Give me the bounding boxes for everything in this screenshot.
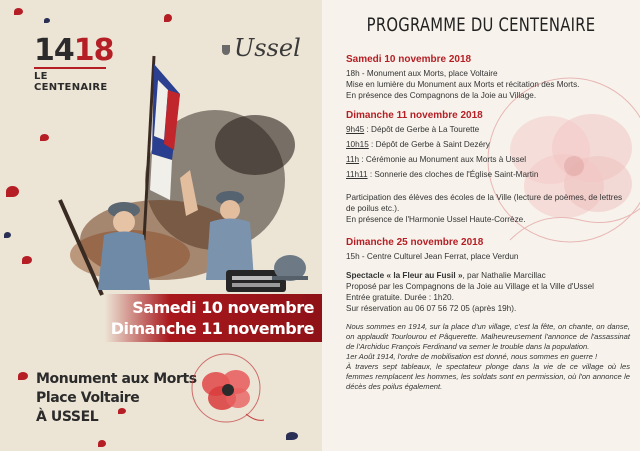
reservation-line: Sur réservation au 06 07 56 72 05 (après 19h). (346, 304, 517, 313)
location-line-1: Monument aux Morts (36, 371, 197, 387)
soldiers-illustration (40, 50, 310, 300)
event-line (346, 169, 630, 180)
dates-banner (105, 294, 322, 342)
poppy-icon (186, 348, 266, 428)
logo-year-18: 18 (73, 33, 114, 68)
event-line (346, 124, 630, 135)
section-sunday-25 (346, 237, 630, 314)
programme-line: 15h - Centre Culturel Jean Ferrat, place Verdun (346, 252, 519, 261)
programme-line: En présence des Compagnons de la Joie au Village. (346, 91, 537, 100)
event-time: 10h15 (346, 140, 369, 149)
programme-content (346, 54, 630, 392)
location-line-3: À USSEL (36, 409, 99, 425)
spectacle-line (346, 270, 630, 281)
petal-decoration (286, 432, 298, 440)
petal-decoration (18, 372, 28, 380)
synopsis-paragraph: À travers sept tableaux, le spectateur plonge dans la vie de ce village où les femmes remplacent les hommes, les soldats sont en permission, où l'on annonce le décès des poilus également. (346, 362, 630, 391)
location-line-2: Place Voltaire (36, 390, 140, 406)
spectacle-author: , par Nathalie Marcillac (462, 271, 546, 280)
programme-line: Entrée gratuite. Durée : 1h20. (346, 293, 454, 302)
event-line (346, 154, 630, 165)
programme-line: Proposé par les Compagnons de la Joie au Village et la Ville d'Ussel (346, 282, 594, 291)
ussel-logo-text: Ussel (234, 34, 301, 62)
event-text: : Cérémonie au Monument aux Morts à Ussel (359, 155, 527, 164)
section-saturday (346, 54, 630, 101)
section-title: Dimanche 25 novembre 2018 (346, 237, 484, 248)
participation-text: Participation des élèves des écoles de la Ville (lecture de poèmes, de lettres de poilus etc.). (346, 193, 623, 213)
event-text: : Sonnerie des cloches de l'Église Saint-Martin (367, 170, 539, 179)
synopsis-paragraph: Nous sommes en 1914, sur la place d'un village, c'est la fête, on chante, on danse, on applaudit Tourlourou et Pâquerette. Malheureusement l'annonce de l'assassinat de l'Archiduc François Ferdinand va semer le trouble dans la population. (346, 322, 630, 351)
synopsis (346, 322, 630, 392)
petal-decoration (98, 440, 106, 447)
section-title: Samedi 10 novembre 2018 (346, 54, 472, 65)
event-time: 11h11 (346, 170, 368, 179)
petal-decoration (4, 232, 11, 238)
petal-decoration (14, 8, 23, 15)
petal-decoration (6, 186, 19, 197)
event-line (346, 139, 630, 150)
logo-subtitle: LE CENTENAIRE (34, 67, 106, 93)
synopsis-paragraph: 1er Août 1914, l'ordre de mobilisation est donné, nous sommes en guerre ! (346, 352, 598, 361)
event-text: : Dépôt de Gerbe à Saint Dezéry (368, 140, 490, 149)
programme-line: 18h - Monument aux Morts, place Voltaire (346, 69, 498, 78)
petal-decoration (44, 18, 50, 23)
page-title: PROGRAMME DU CENTENAIRE (366, 14, 596, 36)
date-line-1: Samedi 10 novembre (132, 298, 314, 317)
date-line-2: Dimanche 11 novembre (110, 319, 314, 338)
logo-year-14: 14 (34, 33, 74, 68)
section-sunday-11 (346, 110, 630, 225)
right-panel (322, 0, 640, 451)
harmonie-text: En présence de l'Harmonie Ussel Haute-Corrèze. (346, 215, 526, 224)
event-time: 11h (346, 155, 360, 164)
petal-decoration (164, 14, 172, 22)
programme-line: Mise en lumière du Monument aux Morts et récitation des Morts. (346, 80, 580, 89)
petal-decoration (22, 256, 32, 264)
location-block (36, 370, 197, 427)
event-time: 9h45 (346, 125, 365, 134)
event-text: : Dépôt de Gerbe à La Tourette (364, 125, 480, 134)
section-title: Dimanche 11 novembre 2018 (346, 110, 483, 121)
spectacle-title: Spectacle « la Fleur au Fusil » (346, 271, 463, 280)
